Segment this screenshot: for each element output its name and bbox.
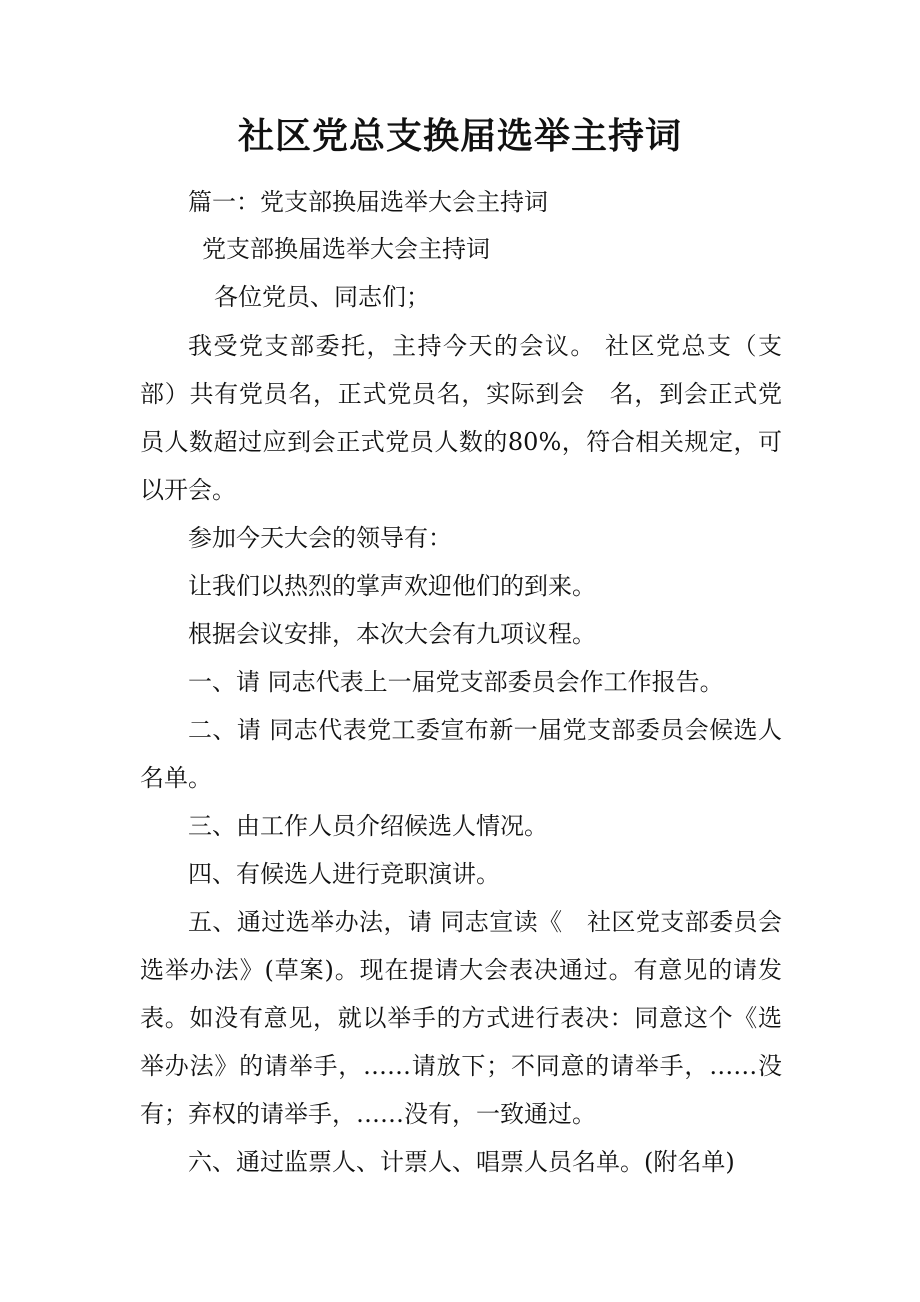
paragraph-item-2: 二、请 同志代表党工委宣布新一届党支部委员会候选人名单。 (140, 716, 782, 792)
paragraph-item-5: 五、通过选举办法，请 同志宣读《 社区党支部委员会选举办法》(草案)。现在提请大会表决通过。有意见的请发表。如没有意见，就以举手的方式进行表决：同意这个《选举办法》的请举手，……请放下；不同意的请举手，……没有；弃权的请举手，……没有，一致通过。 (140, 908, 782, 1128)
document-title: 社区党总支换届选举主持词 (237, 115, 682, 157)
section-heading: 篇一：党支部换届选举大会主持词 (188, 188, 548, 216)
paragraph-welcome: 让我们以热烈的掌声欢迎他们的到来。 (188, 572, 596, 600)
sub-heading: 党支部换届选举大会主持词 (202, 235, 490, 263)
paragraph-item-4: 四、有候选人进行竞职演讲。 (188, 860, 500, 888)
paragraph-leaders: 参加今天大会的领导有： (188, 524, 452, 552)
paragraph-agenda-count: 根据会议安排，本次大会有九项议程。 (188, 620, 596, 648)
paragraph-meeting-intro: 我受党支部委托，主持今天的会议。 社区党总支（支部）共有党员名，正式党员名，实际到会 名，到会正式党员人数超过应到会正式党员人数的80%，符合相关规定，可以开会。 (140, 332, 782, 504)
paragraph-item-3: 三、由工作人员介绍候选人情况。 (188, 812, 548, 840)
paragraph-item-6: 六、通过监票人、计票人、唱票人员名单。(附名单) (188, 1148, 735, 1176)
paragraph-item-1: 一、请 同志代表上一届党支部委员会作工作报告。 (188, 668, 724, 696)
greeting: 各位党员、同志们； (214, 283, 430, 311)
